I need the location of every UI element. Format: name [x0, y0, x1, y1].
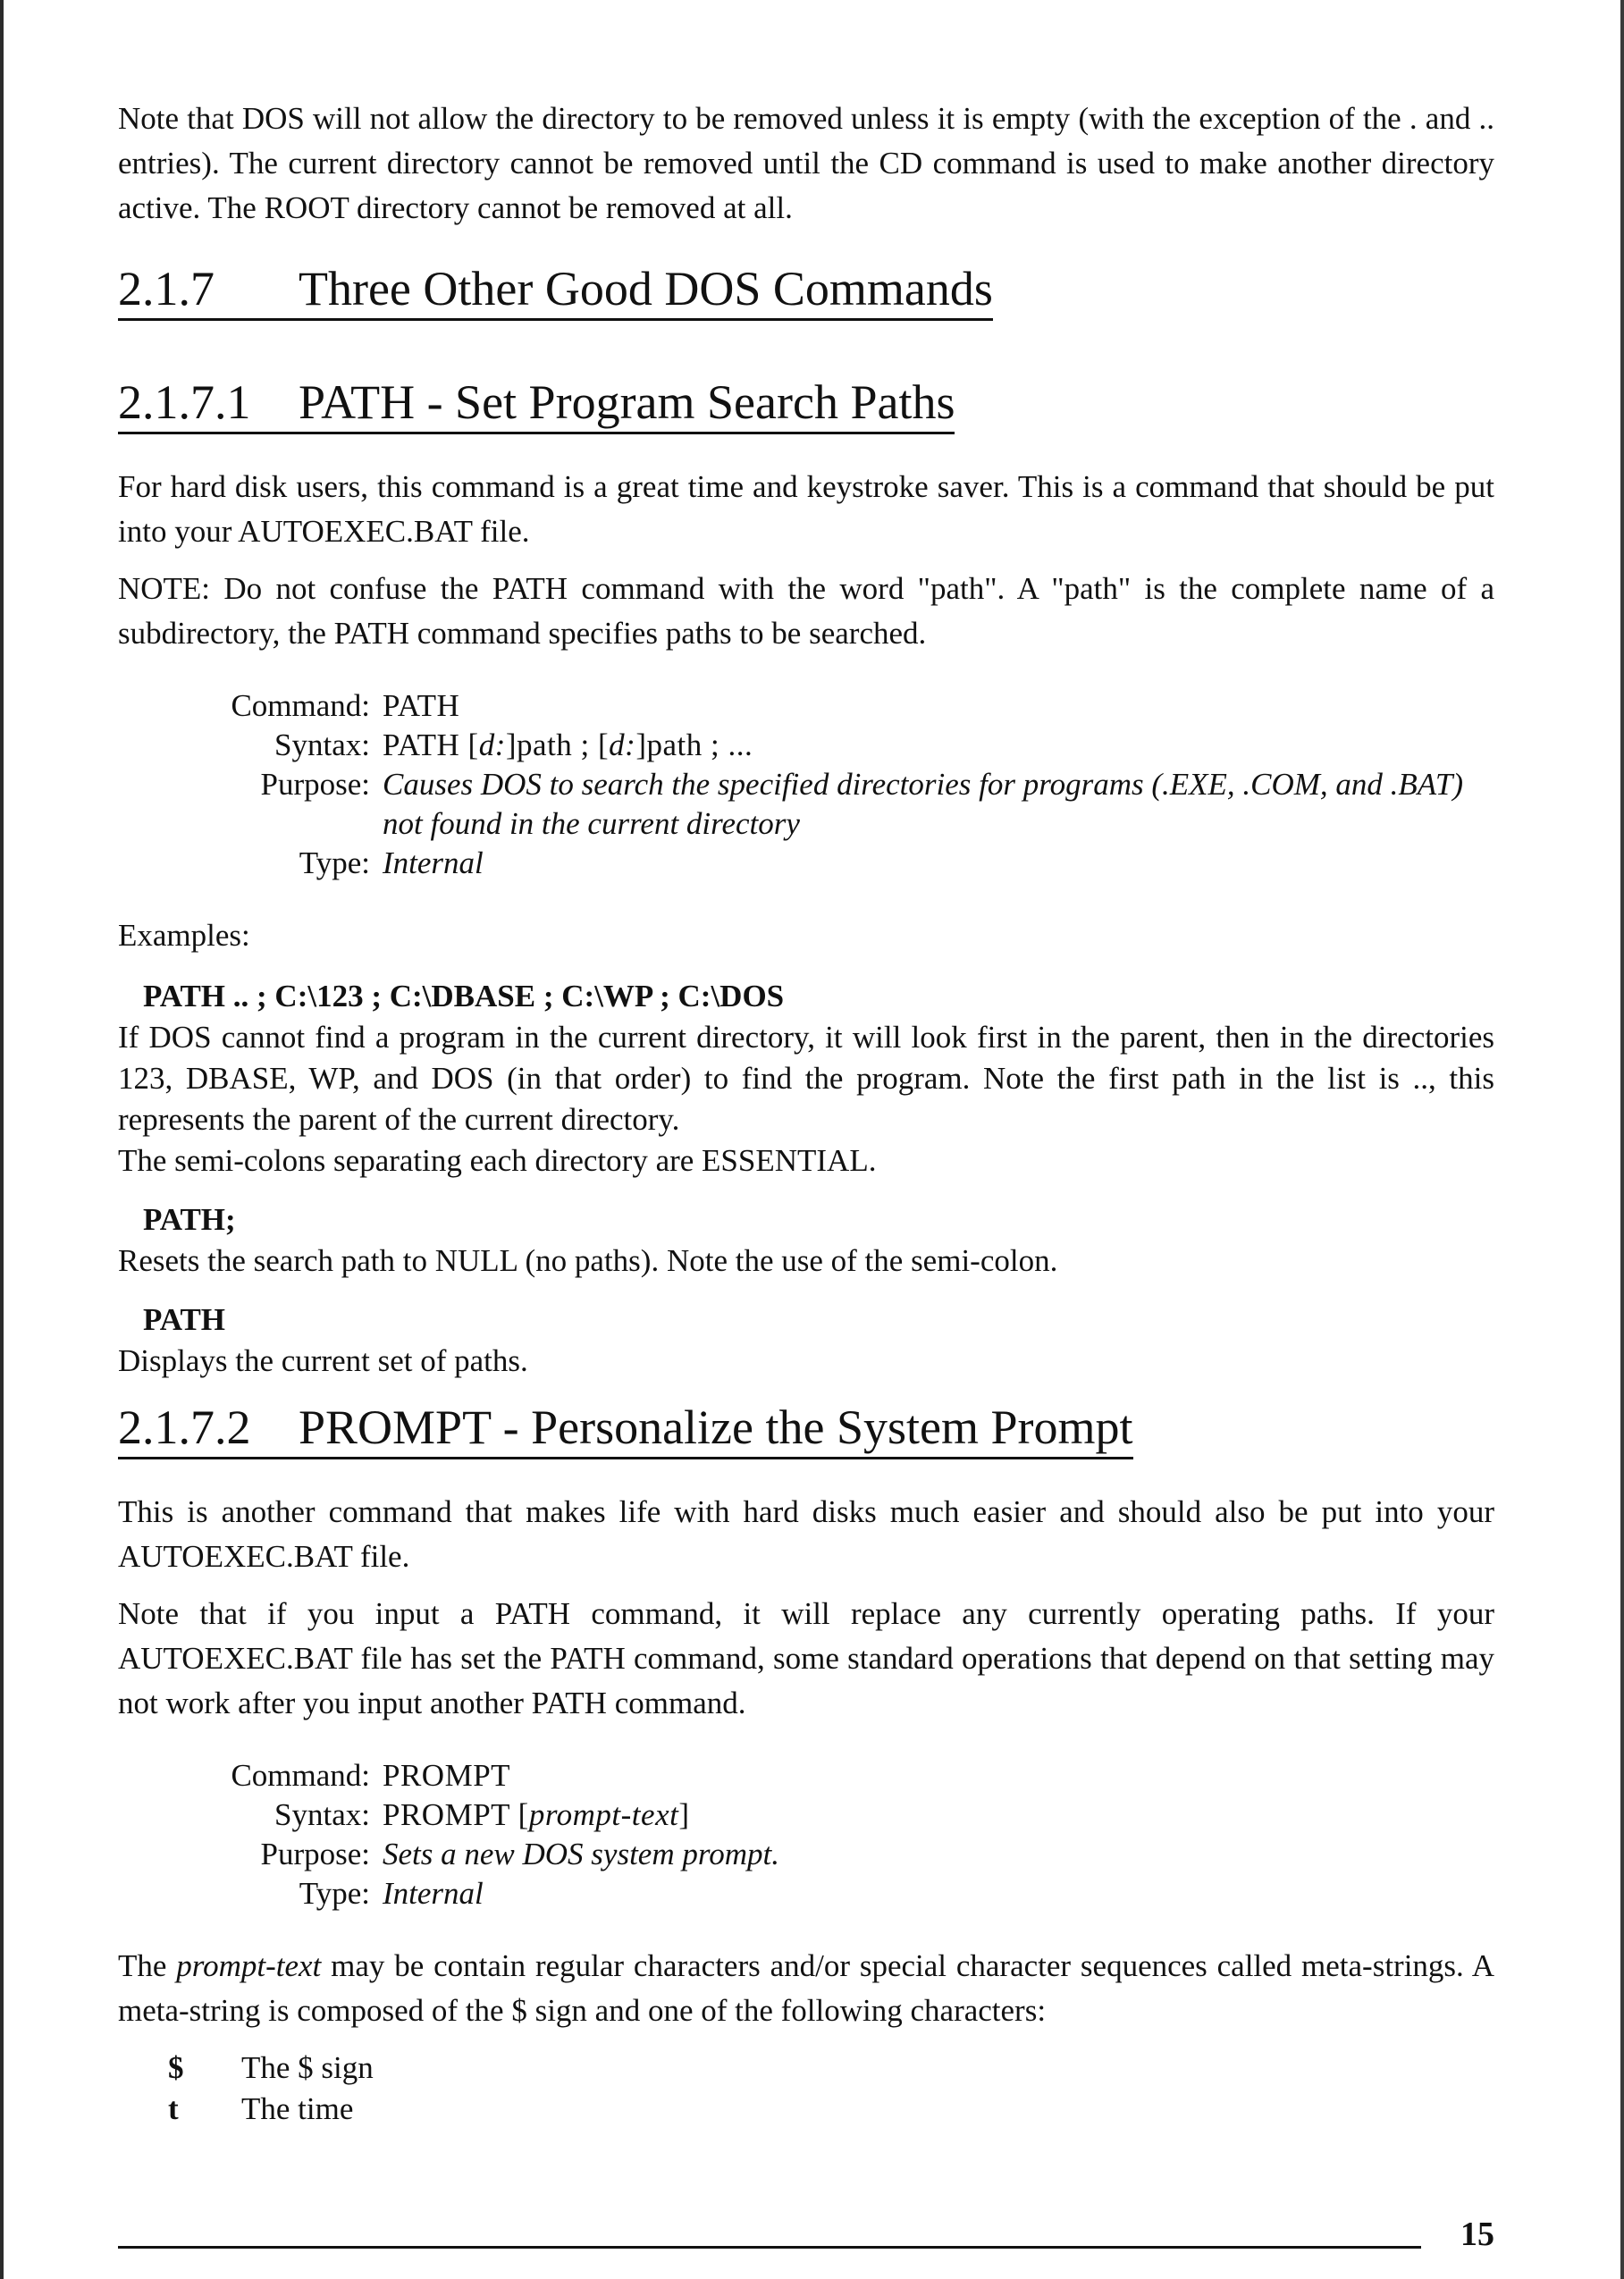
spec-type-label: Type: — [299, 845, 370, 880]
examples-label: Examples: — [118, 918, 250, 953]
path-note-paragraph: NOTE: Do not confuse the PATH command with the word "path". A "path" is the complete name of a subdirectory, the PATH command specifies paths to be searched. — [118, 571, 1494, 651]
spec-syntax-label: Syntax: — [274, 727, 370, 762]
prompt-text-paragraph: The prompt-text may be contain regular characters and/or special character sequences called meta-strings. A meta-string is composed of the $ sign and one of the following characters: — [118, 1948, 1494, 2028]
spec-command-label: Command: — [231, 688, 370, 723]
spec-command-value: PATH — [383, 688, 460, 723]
spec-type-value: Internal — [383, 845, 484, 880]
spec-purpose-row — [191, 765, 1494, 844]
spec-purpose-label: Purpose: — [260, 767, 370, 802]
spec-purpose-value: Causes DOS to search the specified directories for programs (.EXE, .COM, and .BAT) not found in the current directory — [383, 767, 1463, 841]
section-title: PATH - Set Program Search Paths — [299, 375, 955, 429]
spec-syntax-value: PROMPT [prompt-text] — [383, 1797, 690, 1832]
spec-syntax-value: PATH [d:]path ; [d:]path ; ... — [383, 727, 753, 762]
section-number: 2.1.7 — [118, 262, 215, 315]
prompt-paragraph-1: This is another command that makes life with hard disks much easier and should also be put into your AUTOEXEC.BAT file. — [118, 1494, 1494, 1574]
prompt-paragraph-2: Note that if you input a PATH command, it will replace any currently operating paths. If your AUTOEXEC.BAT file has set the PATH command, some standard operations that depend on that setting may not work after you input another PATH command. — [118, 1596, 1494, 1720]
spec-purpose-row — [191, 1835, 1494, 1874]
page-number: 15 — [1460, 2216, 1494, 2253]
scan-edge-left — [0, 0, 4, 2279]
list-item — [168, 2089, 1494, 2130]
spec-purpose-value: Sets a new DOS system prompt. — [383, 1837, 779, 1871]
section-title: PROMPT - Personalize the System Prompt — [299, 1400, 1133, 1454]
prompt-command-spec — [191, 1756, 1494, 1913]
scan-edge-right — [1620, 0, 1624, 2279]
spec-command-value: PROMPT — [383, 1758, 511, 1793]
example-1-text-2: The semi-colons separating each directory are ESSENTIAL. — [118, 1143, 877, 1178]
section-heading-2-1-7-2 — [118, 1400, 1133, 1459]
spec-type-value: Internal — [383, 1876, 484, 1911]
intro-paragraph: Note that DOS will not allow the directory to be removed unless it is empty (with the exception of the . and .. entries). The current directory cannot be removed until the CD command is used to make another directory active. The ROOT directory cannot be removed at all. — [118, 101, 1494, 225]
spec-syntax-row — [191, 726, 1494, 765]
spec-type-row — [191, 1874, 1494, 1913]
example-2-code: PATH; — [143, 1202, 236, 1237]
path-command-spec — [191, 686, 1494, 883]
example-3-text: Displays the current set of paths. — [118, 1343, 528, 1378]
example-1-code: PATH .. ; C:\123 ; C:\DBASE ; C:\WP ; C:\DOS — [143, 979, 785, 1013]
meta-description: The time — [241, 2091, 354, 2126]
spec-syntax-label: Syntax: — [274, 1797, 370, 1832]
meta-symbol: t — [168, 2091, 179, 2126]
example-3-code: PATH — [143, 1302, 226, 1337]
example-2-text: Resets the search path to NULL (no paths). Note the use of the semi-colon. — [118, 1243, 1058, 1278]
list-item — [168, 2048, 1494, 2089]
spec-type-label: Type: — [299, 1876, 370, 1911]
section-heading-2-1-7-1 — [118, 374, 955, 434]
spec-command-row — [191, 1756, 1494, 1795]
spec-syntax-row — [191, 1795, 1494, 1835]
document-page — [118, 97, 1494, 2130]
section-number: 2.1.7.1 — [118, 375, 251, 429]
section-title: Three Other Good DOS Commands — [299, 262, 993, 315]
section-number: 2.1.7.2 — [118, 1400, 251, 1454]
path-paragraph-1: For hard disk users, this command is a great time and keystroke saver. This is a command that should be put into your AUTOEXEC.BAT file. — [118, 469, 1494, 549]
spec-command-label: Command: — [231, 1758, 370, 1793]
page-footer — [118, 2216, 1494, 2252]
meta-symbol: $ — [168, 2050, 184, 2085]
section-heading-2-1-7 — [118, 261, 993, 321]
spec-command-row — [191, 686, 1494, 726]
spec-purpose-label: Purpose: — [260, 1837, 370, 1871]
meta-description: The $ sign — [241, 2050, 374, 2085]
footer-rule — [118, 2246, 1421, 2249]
meta-string-list — [168, 2048, 1494, 2130]
example-1-text: If DOS cannot find a program in the current directory, it will look first in the parent, then in the directories 123, DBASE, WP, and DOS (in that order) to find the program. Note the first path in the list is .., this represents the parent of the current directory. — [118, 1020, 1494, 1137]
spec-type-row — [191, 844, 1494, 883]
